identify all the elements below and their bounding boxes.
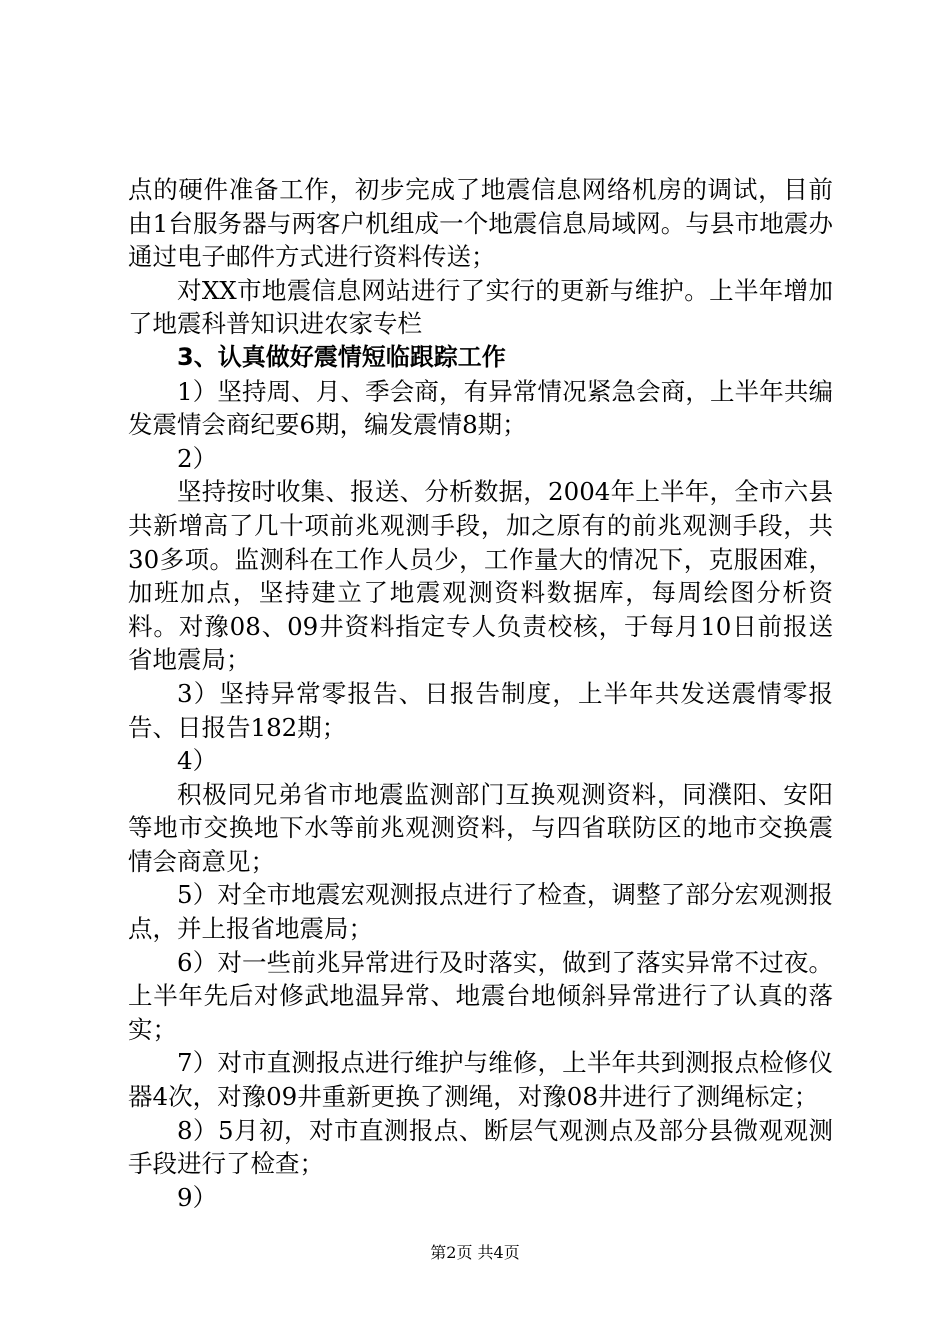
paragraph: 点的硬件准备工作，初步完成了地震信息网络机房的调试，目前由1台服务器与两客户机组成一个地震信息局域网。与县市地震办通过电子邮件方式进行资料传送； <box>128 175 833 272</box>
paragraph: 2） <box>177 443 218 473</box>
paragraph: 7）对市直测报点进行维护与维修，上半年共到测报点检修仪器4次，对豫09井重新更换了测绳，对豫08井进行了测绳标定； <box>128 1048 833 1112</box>
paragraph: 8）5月初，对市直测报点、断层气观测点及部分县微观观测手段进行了检查； <box>128 1115 833 1179</box>
body-text <box>128 173 833 1214</box>
paragraph: 1）坚持周、月、季会商，有异常情况紧急会商，上半年共编发震情会商纪要6期，编发震情8期； <box>128 376 833 440</box>
paragraph: 4） <box>177 746 218 776</box>
section-heading: 3、认真做好震情短临跟踪工作 <box>177 342 506 371</box>
page-footer <box>0 1240 950 1263</box>
paragraph: 3）坚持异常零报告、日报告制度，上半年共发送震情零报告、日报告182期； <box>128 678 833 742</box>
page-number: 第2页 共4页 <box>430 1243 520 1262</box>
paragraph: 6）对一些前兆异常进行及时落实，做到了落实异常不过夜。上半年先后对修武地温异常、地震台地倾斜异常进行了认真的落实； <box>128 947 833 1044</box>
paragraph: 坚持按时收集、报送、分析数据，2004年上半年，全市六县共新增高了几十项前兆观测手段，加之原有的前兆观测手段，共30多项。监测科在工作人员少，工作量大的情况下，克服困难，加班加点，坚持建立了地震观测资料数据库，每周绘图分析资料。对豫08、09井资料指定专人负责校核，于每月10日前报送省地震局； <box>128 477 833 675</box>
paragraph: 5）对全市地震宏观测报点进行了检查，调整了部分宏观测报点，并上报省地震局； <box>128 880 833 944</box>
paragraph: 对XX市地震信息网站进行了实行的更新与维护。上半年增加了地震科普知识进农家专栏 <box>128 275 833 339</box>
paragraph: 9） <box>177 1182 218 1212</box>
paragraph: 积极同兄弟省市地震监测部门互换观测资料，同濮阳、安阳等地市交换地下水等前兆观测资料，与四省联防区的地市交换震情会商意见； <box>128 779 833 876</box>
